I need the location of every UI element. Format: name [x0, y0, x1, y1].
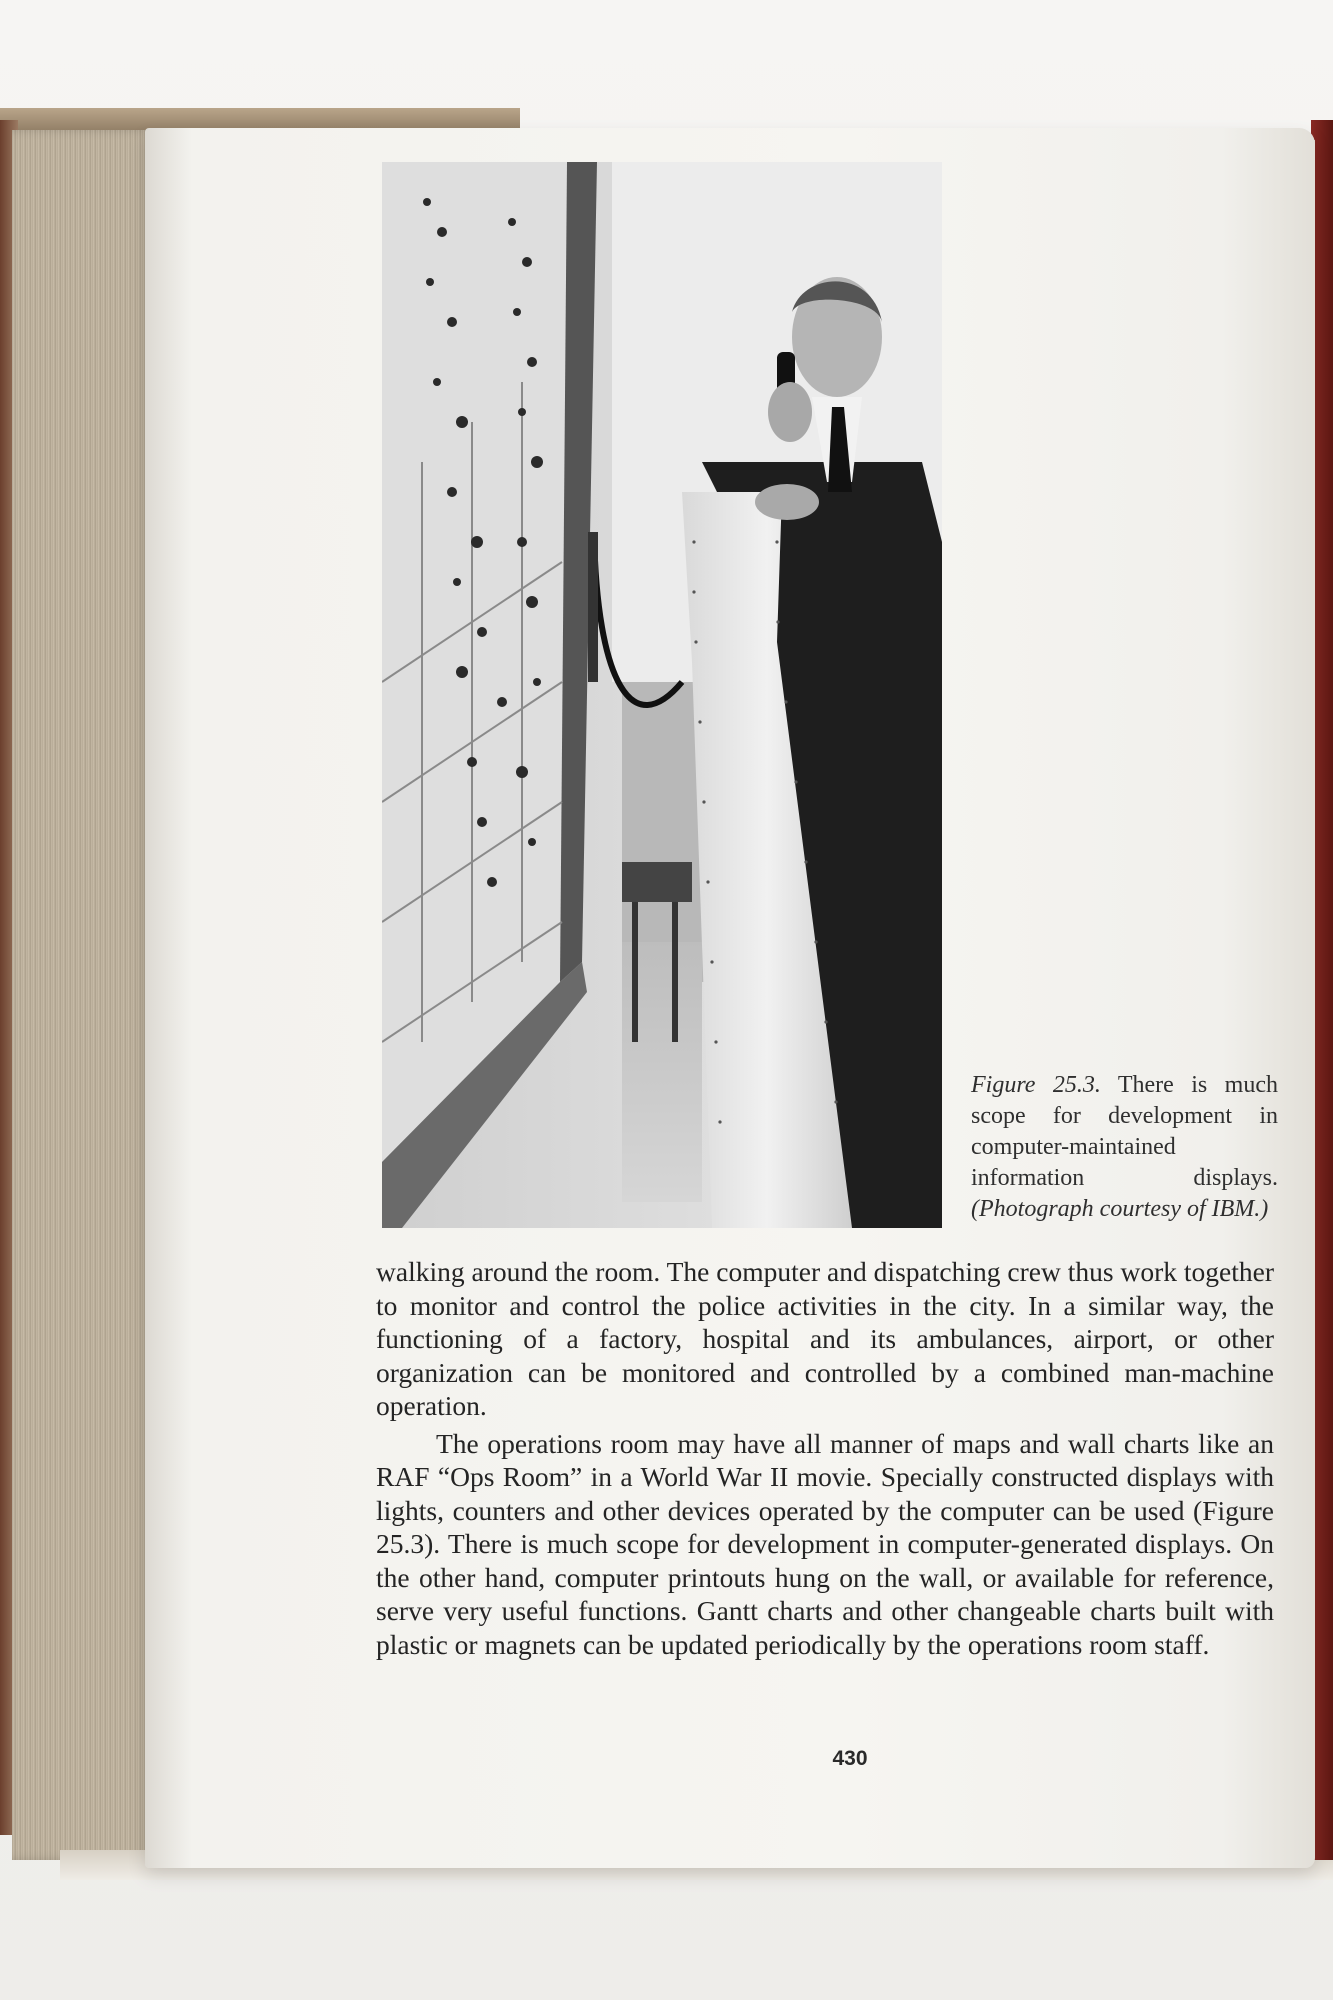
- page-number: 430: [832, 1747, 868, 1770]
- paragraph-2: The operations room may have all manner of maps and wall charts like an RAF “Ops Room” in a World War II movie. Specially constructed displays with lights, counters and other devices operated by the computer can be used (Figure 25.3). There is much scope for development in computer-generated displays. On the other hand, computer printouts hung on the wall, or available for reference, serve very useful functions. Gantt charts and other changeable charts built with plastic or magnets can be updated periodically by the operations room staff.: [376, 1427, 1274, 1660]
- figure-photograph: [382, 162, 942, 1228]
- figure-label: Figure 25.3.: [971, 1072, 1101, 1098]
- photo-illustration: [382, 162, 942, 1228]
- caption-text: There is much scope for development in computer-maintained information displays.: [971, 1072, 1278, 1191]
- figure-caption: [971, 1070, 1278, 1225]
- caption-credit: (Photograph courtesy of IBM.): [971, 1196, 1269, 1222]
- page-stack-edge: [12, 130, 152, 1860]
- body-text: [376, 1255, 1274, 1661]
- paragraph-1: walking around the room. The computer and dispatching crew thus work together to monitor and control the police activities in the city. In a similar way, the functioning of a factory, hospital and its ambulances, airport, or other organization can be monitored and controlled by a combined man-machine operation.: [376, 1256, 1274, 1421]
